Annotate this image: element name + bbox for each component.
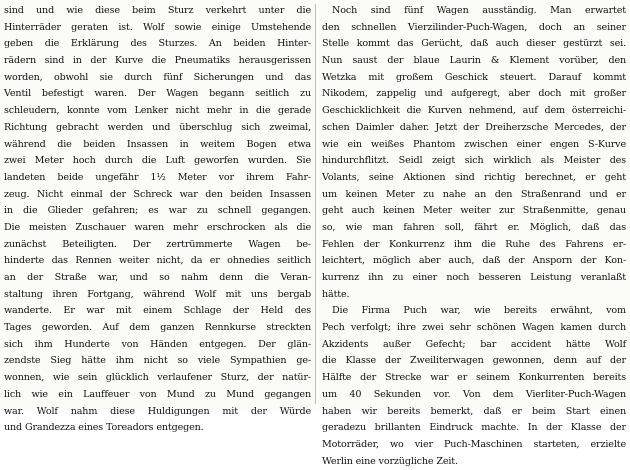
text-line: lich wie ein Lauffeuer von Mund zu Mund gegangen: [4, 388, 311, 400]
text-line: hätte.: [322, 288, 350, 300]
text-line: die Klasse der Zweiliterwagen gewonnen, denn auf der: [322, 355, 626, 367]
text-line: um keinen Meter zu nahe an den Straßenrand und er: [322, 188, 626, 200]
text-line: zunächst Beteiligten. Der zertrümmerte Wagen be-: [4, 238, 311, 250]
text-line: Noch sind fünf Wagen ausständig. Man erwartet: [332, 5, 626, 16]
text-line: schleudern, konnte vom Lenker nicht mehr in die gerade: [4, 105, 311, 117]
text-line: zendste Sieg hätte ihm nicht so viele Sympathien ge-: [4, 355, 311, 367]
text-line: geradezu brillanten Eindruck machte. In der Klasse der: [322, 422, 626, 434]
text-line: schen Daimler daher. Jetzt der Dreiherzsche Mercedes, der: [322, 121, 626, 133]
text-line: Hinterräder geraten ist. Wolf sowie einige Umstehende: [4, 21, 311, 33]
text-column-left: [4, 3, 311, 434]
text-line: den schnellen Vierzilinder-Puch-Wagen, doch an seiner: [322, 21, 626, 33]
text-line: kurrenz ihn zu einer noch besseren Leistung veranlaßt: [322, 272, 626, 283]
text-line: Volants, seine Aktionen sind richtig berechnet, er geht: [322, 171, 626, 183]
text-line: während die beiden Insassen in weitem Bogen etwa: [4, 138, 311, 150]
text-line: geht auch keinen Meter weiter zur Straßenmitte, genau: [322, 205, 626, 217]
text-line: hinderte das Rennen weiter nicht, da er ohnedies seitlich: [4, 255, 311, 267]
text-line: und Grandezza eines Toreadors entgegen.: [4, 422, 204, 434]
text-line: Hälfte der Strecke war er seinem Konkurrenten bereits: [322, 372, 626, 384]
text-line: wie ein weißes Phantom zwischen einer engen S-Kurve: [322, 138, 626, 150]
text-line: in die Glieder gefahren; es war zu schnell gegangen.: [4, 205, 311, 217]
text-line: rädern sind in der Kurve die Pneumatiks herausgerissen: [4, 55, 311, 67]
text-column-right: [322, 3, 626, 467]
text-line: war. Wolf nahm diese Huldigungen mit der Würde: [4, 405, 311, 417]
text-line: Akzidents außer Gefecht; bar accident hätte Wolf: [322, 338, 626, 350]
text-line: landeten beide ungefähr 1½ Meter vor ihrem Fahr-: [4, 171, 311, 183]
text-line: Richtung gebracht werden und überschlug sich zweimal,: [4, 121, 311, 133]
text-line: sind und wie diese beim Sturz verkehrt unter die: [4, 5, 311, 16]
text-line: wonnen, wie sein glücklich verlaufener Sturz, der natür-: [4, 372, 311, 384]
text-line: Fehlen der Konkurrenz ihm die Ruhe des Fahrens er-: [322, 238, 626, 250]
text-line: geben die Erklärung des Sturzes. An beiden Hinter-: [4, 38, 311, 50]
text-line: Pech verfolgt; ihre zwei sehr schönen Wagen kamen durch: [322, 322, 626, 334]
text-line: Wetzka mit großem Geschick steuert. Darauf kommt: [322, 71, 626, 83]
text-line: Nikodem, zappelig und aufgeregt, aber doch mit großer: [322, 88, 626, 100]
column-divider: [315, 4, 316, 404]
text-line: Die meisten Zuschauer waren mehr erschrocken als die: [4, 221, 311, 233]
text-line: zwei Meter hoch durch die Luft geworfen wurden. Sie: [4, 155, 311, 167]
text-line: sich ihm Hunderte von Händen entgegen. Der glän-: [4, 338, 311, 350]
text-line: so, wie man fahren soll, fährt er. Möglich, daß das: [322, 221, 626, 233]
text-line: staltung ihren Fortgang, während Wolf mit uns bergab: [4, 288, 311, 300]
text-line: an der Straße war, und so nahm denn die Veran-: [4, 272, 311, 283]
text-line: worden, obwohl sie durch fünf Sicherungen und das: [4, 71, 311, 83]
text-line: Nun saust der blaue Laurin & Klement vorüber, den: [322, 55, 626, 67]
text-line: zeug. Nicht einmal der Schreck war den beiden Insassen: [4, 188, 311, 200]
text-line: Werlin eine vorzügliche Zeit.: [322, 455, 458, 467]
text-line: Motorräder, wo vier Puch-Maschinen starteten, erzielte: [322, 438, 626, 450]
text-line: Ventil befestigt waren. Der Wagen begann seitlich zu: [4, 88, 311, 100]
text-line: Stelle kommt das Gerücht, daß auch dieser gestürzt sei.: [322, 38, 626, 50]
text-line: hindurchflitzt. Seidl zeigt sich wirklich als Meister des: [322, 155, 626, 167]
text-line: Die Firma Puch war, wie bereits erwähnt, vom: [332, 305, 626, 317]
text-line: Geschicklichkeit die Kurven nehmend, auf dem österreichi-: [322, 105, 626, 117]
text-line: Tages geworden. Auf dem ganzen Rennkurse streckten: [4, 322, 311, 334]
text-line: haben wir bereits bemerkt, daß er beim Start einen: [322, 405, 626, 417]
text-line: leichtert, möglich aber auch, daß der Ansporn der Kon-: [322, 255, 626, 267]
text-line: um 40 Sekunden vor. Von dem Vierliter-Puch-Wagen: [322, 388, 626, 400]
text-line: wanderte. Er war mit einem Schlage der Held des: [4, 305, 311, 317]
